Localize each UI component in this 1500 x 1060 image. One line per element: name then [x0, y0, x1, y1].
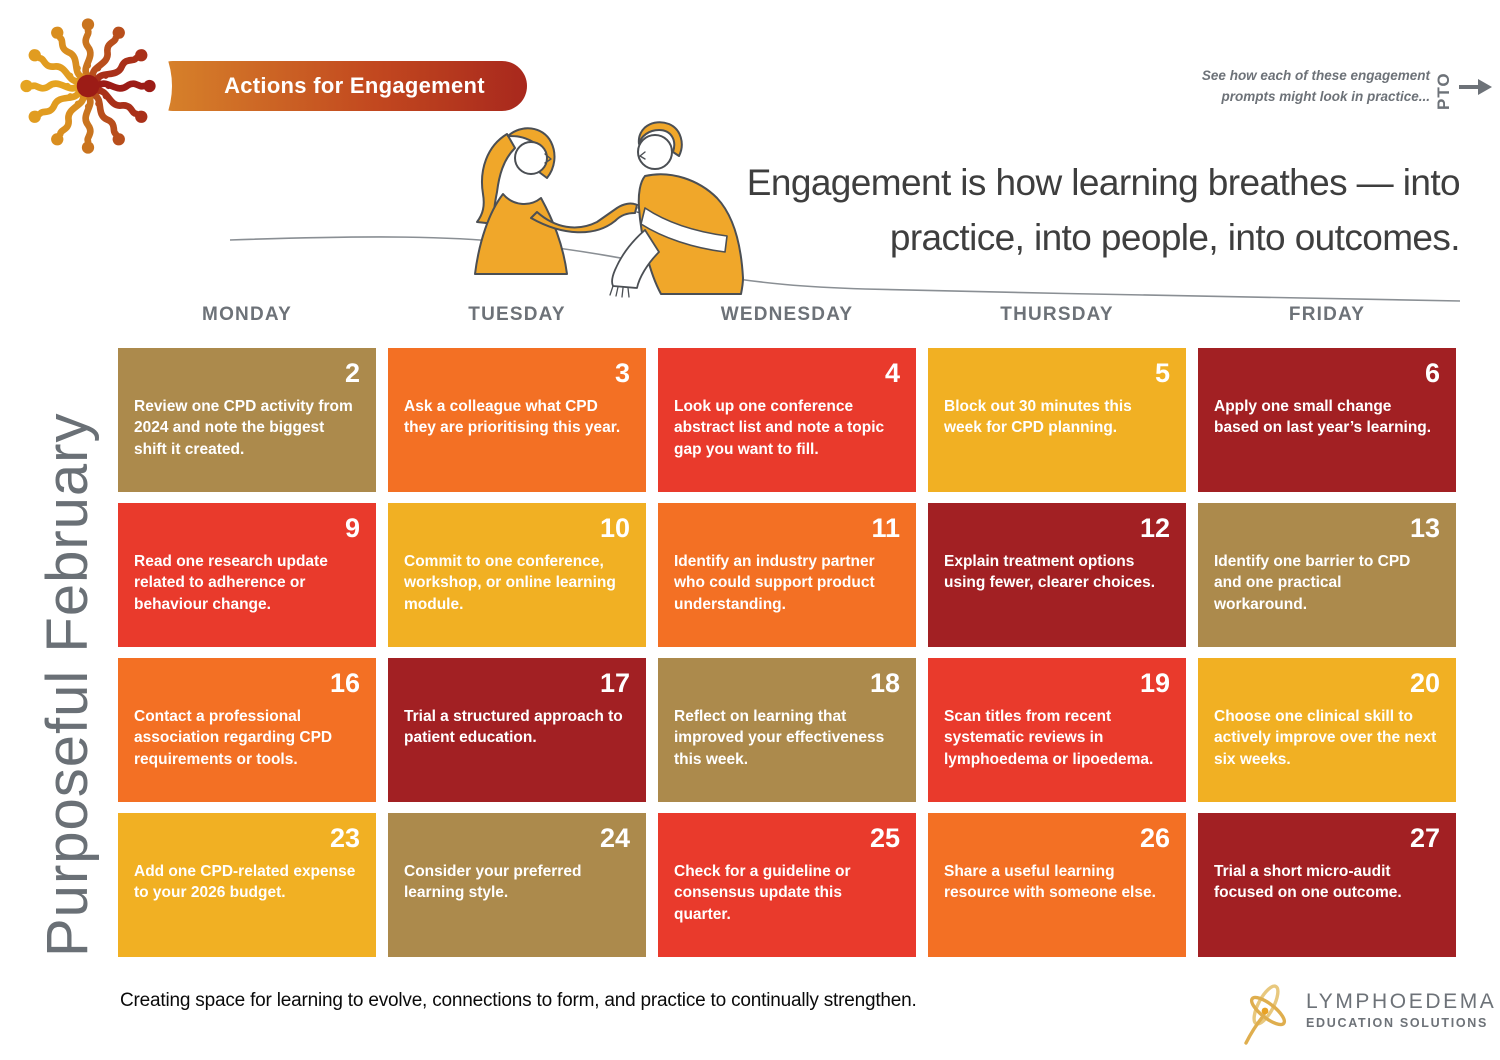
calendar-cell-date: 26: [1139, 823, 1170, 853]
calendar-cell-text: Choose one clinical skill to actively improve over the next six weeks.: [1214, 708, 1437, 768]
day-header: THURSDAY: [1000, 304, 1114, 325]
header-note-line2: prompts might look in practice...: [1221, 88, 1430, 104]
calendar-cell-text: Consider your preferred learning style.: [404, 863, 582, 902]
calendar-cell: [388, 658, 646, 802]
arrow-right-icon: [1458, 78, 1492, 101]
calendar-cell: [928, 348, 1186, 492]
calendar-cell-text: Reflect on learning that improved your effectiveness this week.: [674, 708, 885, 768]
day-header: TUESDAY: [468, 304, 566, 325]
badge-label: Actions for Engagement: [224, 73, 485, 98]
calendar-cell-text: Identify one barrier to CPD and one practical workaround.: [1214, 553, 1411, 613]
calendar-cell-date: 25: [869, 823, 900, 853]
calendar-cell-date: 11: [871, 513, 900, 543]
calendar-cell: [388, 348, 646, 492]
header-note-line1: See how each of these engagement: [1201, 68, 1430, 83]
calendar-cell-date: 27: [1409, 823, 1440, 853]
calendar-cell-date: 6: [1424, 358, 1440, 388]
calendar-cell-date: 9: [344, 513, 360, 543]
calendar-cell-date: 20: [1409, 668, 1440, 698]
calendar-cell-text: Identify an industry partner who could support product understanding.: [674, 553, 875, 613]
calendar-cell-text: Check for a guideline or consensus update this quarter.: [674, 863, 851, 923]
calendar-cell-text: Review one CPD activity from 2024 and note the biggest shift it created.: [134, 398, 353, 458]
calendar-cell-text: Trial a short micro-audit focused on one outcome.: [1214, 863, 1402, 902]
footer-logo-line1: LYMPHOEDEMA: [1306, 990, 1497, 1013]
calendar-cell-text: Scan titles from recent systematic reviews in lymphoedema or lipoedema.: [944, 708, 1154, 768]
footer-logo-line2: EDUCATION SOLUTIONS: [1306, 1016, 1489, 1030]
calendar-cell-date: 18: [869, 668, 900, 698]
quote-line2: practice, into people, into outcomes.: [889, 216, 1460, 258]
calendar-cell: [388, 503, 646, 647]
day-header: FRIDAY: [1288, 304, 1366, 325]
calendar-cell-date: 19: [1139, 668, 1170, 698]
calendar-cell-date: 13: [1409, 513, 1440, 543]
calendar-cell: [1198, 348, 1456, 492]
actions-for-engagement-badge: [148, 61, 527, 111]
pto-label: PTO: [1434, 72, 1453, 110]
calendar-cell-date: 3: [614, 358, 630, 388]
calendar-cell: [928, 658, 1186, 802]
calendar-cell-text: Share a useful learning resource with someone else.: [944, 863, 1156, 902]
calendar-cell-text: Contact a professional association regarding CPD requirements or tools.: [134, 708, 333, 768]
calendar-cell-date: 16: [329, 668, 360, 698]
dendrite-logo-icon: [6, 4, 170, 168]
calendar-cell: [658, 658, 916, 802]
calendar-cell: [658, 348, 916, 492]
calendar-cell-date: 12: [1139, 513, 1170, 543]
calendar-cell-date: 17: [599, 668, 630, 698]
calendar-cell: [118, 658, 376, 802]
calendar-cell-text: Commit to one conference, workshop, or online learning module.: [404, 553, 616, 613]
header-note: [1202, 66, 1430, 108]
calendar-cell: [118, 813, 376, 957]
footer-tagline: Creating space for learning to evolve, connections to form, and practice to continually strengthen.: [120, 990, 917, 1011]
calendar-cell-text: Look up one conference abstract list and note a topic gap you want to fill.: [674, 398, 885, 458]
day-header: MONDAY: [202, 304, 292, 325]
calendar-cell-date: 5: [1154, 358, 1170, 388]
calendar-cell-date: 2: [344, 358, 360, 388]
calendar-cell: [658, 813, 916, 957]
calendar-cell: [658, 503, 916, 647]
calendar-cell-text: Trial a structured approach to patient education.: [404, 708, 623, 747]
calendar-cell-date: 4: [884, 358, 900, 388]
calendar-cell: [928, 813, 1186, 957]
calendar-cell: [1198, 658, 1456, 802]
calendar-cell: [1198, 503, 1456, 647]
calendar-cell-text: Block out 30 minutes this week for CPD planning.: [944, 398, 1132, 437]
calendar-cell-text: Read one research update related to adherence or behaviour change.: [134, 553, 328, 613]
calendar-cell: [118, 503, 376, 647]
calendar-cell: [928, 503, 1186, 647]
quote: [670, 156, 1460, 266]
calendar-cell: [118, 348, 376, 492]
month-title: Purposeful February: [35, 412, 100, 957]
calendar-cell-text: Apply one small change based on last year’s learning.: [1214, 398, 1432, 437]
footer-logo: [1238, 975, 1496, 1045]
calendar-cell: [1198, 813, 1456, 957]
day-header-row: [118, 304, 1456, 326]
calendar-cell-text: Ask a colleague what CPD they are prioritising this year.: [404, 398, 621, 437]
day-header: WEDNESDAY: [720, 304, 854, 325]
calendar-cell: [388, 813, 646, 957]
quote-line1: Engagement is how learning breathes — into: [746, 162, 1460, 203]
calendar-grid: [118, 348, 1456, 957]
calendar-cell-date: 10: [599, 513, 630, 543]
ribbon-logo-icon: [1238, 975, 1296, 1045]
calendar-cell-text: Explain treatment options using fewer, clearer choices.: [944, 553, 1156, 592]
calendar-cell-text: Add one CPD-related expense to your 2026 budget.: [134, 863, 356, 902]
calendar-cell-date: 23: [329, 823, 360, 853]
calendar-cell-date: 24: [599, 823, 630, 853]
